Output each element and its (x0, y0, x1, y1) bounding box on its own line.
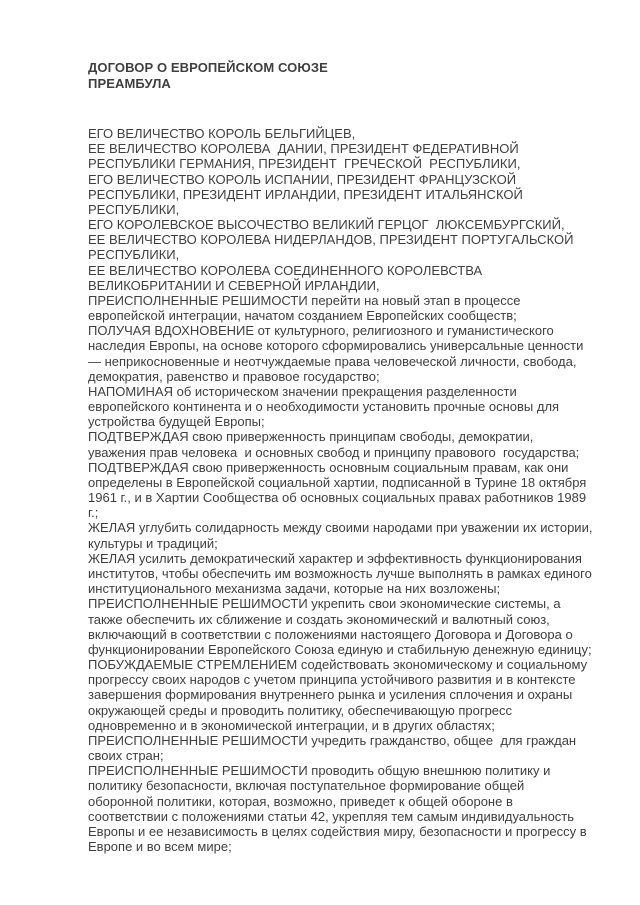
text-line: РЕСПУБЛИКИ ГЕРМАНИЯ, ПРЕЗИДЕНТ ГРЕЧЕСКОЙ РЕСПУБЛИКИ, (88, 156, 521, 172)
document-subtitle: ПРЕАМБУЛА (88, 75, 171, 91)
text-line: ПРЕИСПОЛНЕННЫЕ РЕШИМОСТИ учредить гражданство, общее для граждан (88, 732, 577, 748)
text-line: устройства будущей Европы; (88, 414, 265, 430)
text-line: своих стран; (88, 748, 164, 764)
text-line: окружающей среды и проводить политику, обеспечивающую прогресс (88, 702, 513, 718)
text-line: ПОЛУЧАЯ ВДОХНОВЕНИЕ от культурного, религиозного и гуманистического (88, 323, 554, 339)
text-line: ЕГО ВЕЛИЧЕСТВО КОРОЛЬ ИСПАНИИ, ПРЕЗИДЕНТ ФРАНЦУЗСКОЙ (88, 171, 517, 187)
document-title: ДОГОВОР О ЕВРОПЕЙСКОМ СОЮЗЕ (88, 60, 328, 75)
text-line: ПРЕИСПОЛНЕННЫЕ РЕШИМОСТИ проводить общую внешнюю политику и (88, 763, 551, 779)
text-line: наследия Европы, на основе которого сформировались универсальные ценности (88, 338, 584, 354)
text-line: политику безопасности, включая поступательное формирование общей (88, 778, 525, 794)
document-body (88, 126, 640, 854)
text-line: соответствии с положениями статьи 42, укрепляя тем самым индивидуальность (88, 808, 575, 824)
text-line: ПРЕИСПОЛНЕННЫЕ РЕШИМОСТИ укрепить свои экономические системы, а (88, 596, 561, 612)
text-line: Европы и ее независимость в целях содействия миру, безопасности и прогрессу в (88, 823, 587, 839)
text-line: европейского континента и о необходимости установить прочные основы для (88, 399, 560, 415)
text-line: завершения формирования внутреннего рынка и усиления сплочения и охраны (88, 687, 573, 703)
text-line: одновременно и в экономической интеграции, и в других областях; (88, 717, 495, 733)
text-line: Европе и во всем мире; (88, 839, 232, 855)
text-line: ПОДТВЕРЖДАЯ свою приверженность принципам свободы, демократии, (88, 429, 534, 445)
text-line: ЖЕЛАЯ углубить солидарность между своими народами при уважении их истории, (88, 520, 593, 536)
text-line: РЕСПУБЛИКИ, (88, 247, 180, 263)
text-line: ЖЕЛАЯ усилить демократический характер и эффективность функционирования (88, 550, 582, 566)
text-line: НАПОМИНАЯ об историческом значении прекращения разделенности (88, 383, 517, 399)
text-line: ЕЕ ВЕЛИЧЕСТВО КОРОЛЕВА СОЕДИНЕННОГО КОРОЛЕВСТВА (88, 262, 483, 278)
text-line: ЕЕ ВЕЛИЧЕСТВО КОРОЛЕВА НИДЕРЛАНДОВ, ПРЕЗИДЕНТ ПОРТУГАЛЬСКОЙ (88, 232, 574, 248)
text-line: РЕСПУБЛИКИ, ПРЕЗИДЕНТ ИРЛАНДИИ, ПРЕЗИДЕНТ ИТАЛЬЯНСКОЙ (88, 186, 523, 202)
text-line: ЕЕ ВЕЛИЧЕСТВО КОРОЛЕВА ДАНИИ, ПРЕЗИДЕНТ ФЕДЕРАТИВНОЙ (88, 141, 519, 157)
text-line: г.; (88, 505, 99, 521)
text-line: европейской интеграции, начатом созданием Европейских сообществ; (88, 308, 517, 324)
text-line: также обеспечить их сближение и создать экономический и валютный союз, (88, 611, 550, 627)
text-line: институтов, чтобы обеспечить им возможность лучше выполнять в рамках единого (88, 565, 592, 581)
text-line: ЕГО КОРОЛЕВСКОЕ ВЫСОЧЕСТВО ВЕЛИКИЙ ГЕРЦОГ ЛЮКСЕМБУРГСКИЙ, (88, 217, 565, 233)
text-line: институционального механизма задачи, которые на них возложены; (88, 581, 501, 597)
text-line: уважения прав человека и основных свобод и принципу правового государства; (88, 444, 580, 460)
text-line: ПРЕИСПОЛНЕННЫЕ РЕШИМОСТИ перейти на новый этап в процессе (88, 292, 521, 308)
text-line: ЕГО ВЕЛИЧЕСТВО КОРОЛЬ БЕЛЬГИЙЦЕВ, (88, 126, 356, 141)
text-line: включающий в соответствии с положениями настоящего Договора и Договора о (88, 626, 573, 642)
text-line: 1961 г., и в Хартии Сообщества об основных социальных правах работников 1989 (88, 490, 587, 506)
text-line: определены в Европейской социальной хартии, подписанной в Турине 18 октября (88, 474, 587, 490)
text-line: функционировании Европейского Союза единую и стабильную денежную единицу; (88, 641, 592, 657)
text-line: ПОДТВЕРЖДАЯ свою приверженность основным социальным правам, как они (88, 459, 569, 475)
text-line: РЕСПУБЛИКИ, (88, 201, 180, 217)
document-title-block (88, 60, 640, 91)
text-line: оборонной политики, которая, возможно, приведет к общей обороне в (88, 793, 513, 809)
text-line: — неприкосновенные и неотчуждаемые права человеческой личности, свобода, (88, 353, 577, 369)
text-line: ВЕЛИКОБРИТАНИИ И СЕВЕРНОЙ ИРЛАНДИИ, (88, 277, 380, 293)
text-line: ПОБУЖДАЕМЫЕ СТРЕМЛЕНИЕМ содействовать экономическому и социальному (88, 657, 588, 673)
text-line: демократия, равенство и правовое государство; (88, 368, 380, 384)
text-line: культуры и традиций; (88, 535, 218, 551)
text-line: прогрессу своих народов с учетом принципа устойчивого развития и в контексте (88, 672, 576, 688)
